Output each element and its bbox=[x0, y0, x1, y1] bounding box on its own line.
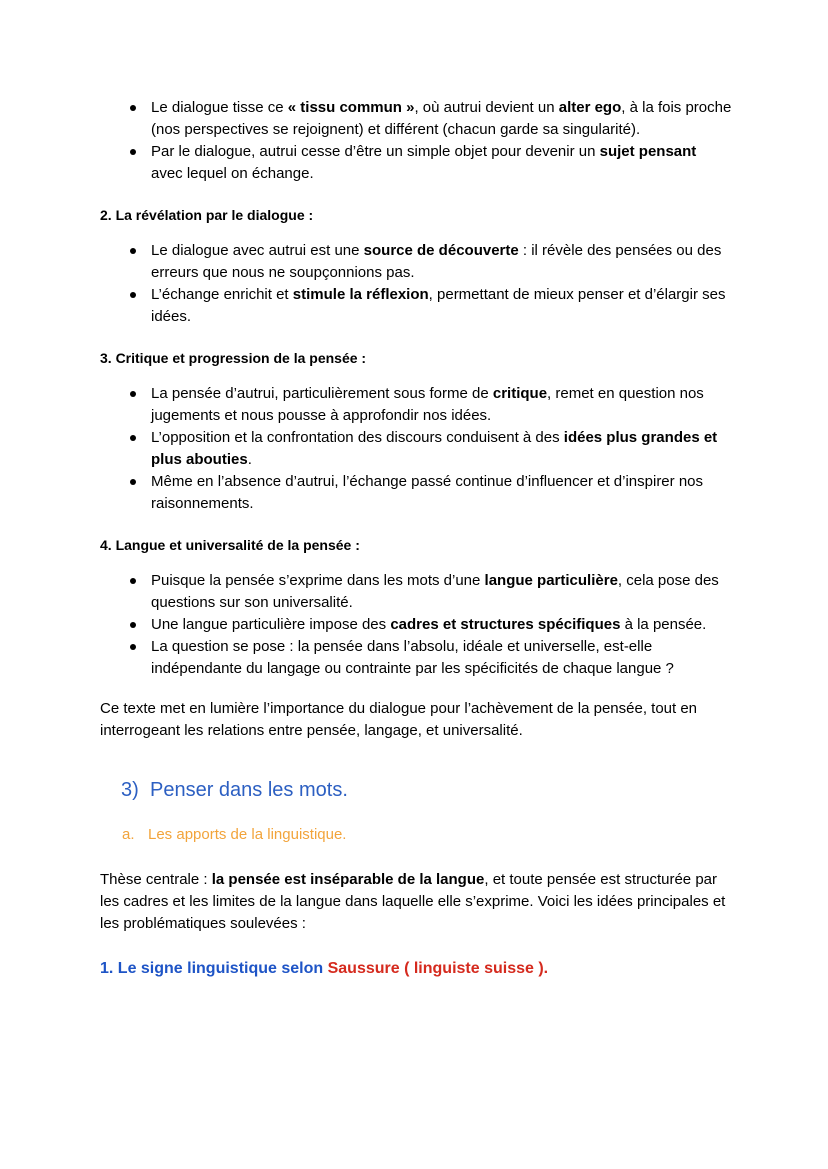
bullet-icon bbox=[130, 578, 136, 584]
heading-label: Penser dans les mots. bbox=[150, 779, 348, 801]
list-item-text bbox=[151, 286, 726, 325]
list-item-text bbox=[151, 429, 717, 468]
list-item-text bbox=[151, 143, 696, 182]
list-item bbox=[130, 614, 732, 636]
bold-text: idées plus grandes et plus abouties bbox=[151, 429, 718, 468]
list-critique-et-progression bbox=[100, 383, 732, 515]
list-item bbox=[130, 97, 732, 141]
bold-text: critique bbox=[492, 385, 548, 402]
list-item bbox=[130, 383, 732, 427]
bold-text: sujet pensant bbox=[599, 143, 697, 160]
text-run: Par le dialogue, autrui cesse d’être un simple objet pour devenir un bbox=[151, 143, 600, 160]
list-item-text bbox=[151, 638, 674, 677]
text-run: , et toute pensée est structurée par les cadres et les limites de la langue dans laquelle elle s’exprime. Voici les idées principales et les problématiques soulevées : bbox=[100, 871, 726, 932]
text-run: , où autrui devient un bbox=[414, 99, 559, 116]
bullet-icon bbox=[130, 644, 136, 650]
list-item bbox=[130, 427, 732, 471]
bullet-icon bbox=[130, 248, 136, 254]
text-run: : il révèle des pensées ou des erreurs que nous ne soupçonnions pas. bbox=[151, 242, 722, 281]
list-item bbox=[130, 636, 732, 680]
text-run: avec lequel on échange. bbox=[151, 165, 314, 182]
text-run: L’échange enrichit et bbox=[151, 286, 293, 303]
list-item bbox=[130, 141, 732, 185]
bold-text: la pensée est inséparable de la langue bbox=[211, 871, 485, 888]
text-run: 1. Le signe linguistique selon bbox=[100, 960, 328, 977]
bold-text: source de découverte bbox=[363, 242, 519, 259]
list-item-text bbox=[151, 473, 703, 512]
text-run: Le dialogue tisse ce bbox=[151, 99, 288, 116]
bullet-icon bbox=[130, 622, 136, 628]
text-run: , cela pose des questions sur son universalité. bbox=[151, 572, 719, 611]
paragraph-these-centrale bbox=[100, 869, 732, 935]
heading-apports-linguistique bbox=[122, 825, 732, 845]
text-run: Même en l’absence d’autrui, l’échange passé continue d’influencer et d’inspirer nos raisonnements. bbox=[151, 473, 703, 512]
text-run: Une langue particulière impose des bbox=[151, 616, 391, 633]
list-item-text bbox=[151, 572, 719, 611]
bold-text: stimule la réflexion bbox=[292, 286, 429, 303]
bullet-icon bbox=[130, 149, 136, 155]
heading-signe-linguistique-saussure bbox=[100, 958, 732, 979]
list-item-text bbox=[151, 99, 731, 138]
bullet-icon bbox=[130, 435, 136, 441]
text-run: Puisque la pensée s’exprime dans les mots d’une bbox=[151, 572, 485, 589]
bullet-icon bbox=[130, 292, 136, 298]
list-dialogue-tissu-commun bbox=[100, 97, 732, 185]
text-run: , à la fois proche (nos perspectives se rejoignent) et différent (chacun garde sa singularité). bbox=[151, 99, 732, 138]
text-run: Saussure ( linguiste suisse ). bbox=[327, 960, 549, 977]
list-item bbox=[130, 240, 732, 284]
text-run: , remet en question nos jugements et nous pousse à approfondir nos idées. bbox=[151, 385, 704, 424]
list-langue-et-universalite bbox=[100, 570, 732, 680]
text-run: La pensée d’autrui, particulièrement sous forme de bbox=[151, 385, 493, 402]
bullet-icon bbox=[130, 105, 136, 111]
text-run: , permettant de mieux penser et d’élargir ses idées. bbox=[151, 286, 726, 325]
heading-number: 3) bbox=[121, 779, 139, 801]
list-item bbox=[130, 471, 732, 515]
text-run: Ce texte met en lumière l’importance du dialogue pour l’achèvement de la pensée, tout en interrogeant les relations entre pensée, langage, et universalité. bbox=[100, 700, 698, 739]
heading-number: a. bbox=[122, 826, 135, 843]
text-run: L’opposition et la confrontation des discours conduisent à des bbox=[151, 429, 564, 446]
text-run: à la pensée. bbox=[620, 616, 707, 633]
text-run: Thèse centrale : bbox=[100, 871, 212, 888]
list-item-text bbox=[151, 385, 704, 424]
list-revelation-par-le-dialogue bbox=[100, 240, 732, 328]
list-item bbox=[130, 570, 732, 614]
list-item-text bbox=[151, 616, 706, 633]
bold-text: alter ego bbox=[558, 99, 622, 116]
text-run: . bbox=[247, 451, 252, 468]
bold-text: langue particulière bbox=[484, 572, 618, 589]
heading-label: Les apports de la linguistique. bbox=[148, 826, 347, 843]
list-item-text bbox=[151, 242, 721, 281]
bullet-icon bbox=[130, 391, 136, 397]
paragraph-conclusion-dialogue bbox=[100, 698, 732, 742]
bold-text: cadres et structures spécifiques bbox=[390, 616, 621, 633]
bullet-icon bbox=[130, 479, 136, 485]
text-run: Le dialogue avec autrui est une bbox=[151, 242, 364, 259]
list-item bbox=[130, 284, 732, 328]
heading-penser-dans-les-mots bbox=[121, 777, 732, 803]
heading-critique-et-progression: 3. Critique et progression de la pensée : bbox=[100, 350, 367, 366]
heading-revelation-par-le-dialogue: 2. La révélation par le dialogue : bbox=[100, 207, 314, 223]
bold-text: « tissu commun » bbox=[287, 99, 415, 116]
text-run: La question se pose : la pensée dans l’absolu, idéale et universelle, est-elle indépendante du langage ou contrainte par les spécificités de chaque langue ? bbox=[151, 638, 674, 677]
heading-langue-et-universalite: 4. Langue et universalité de la pensée : bbox=[100, 537, 360, 553]
